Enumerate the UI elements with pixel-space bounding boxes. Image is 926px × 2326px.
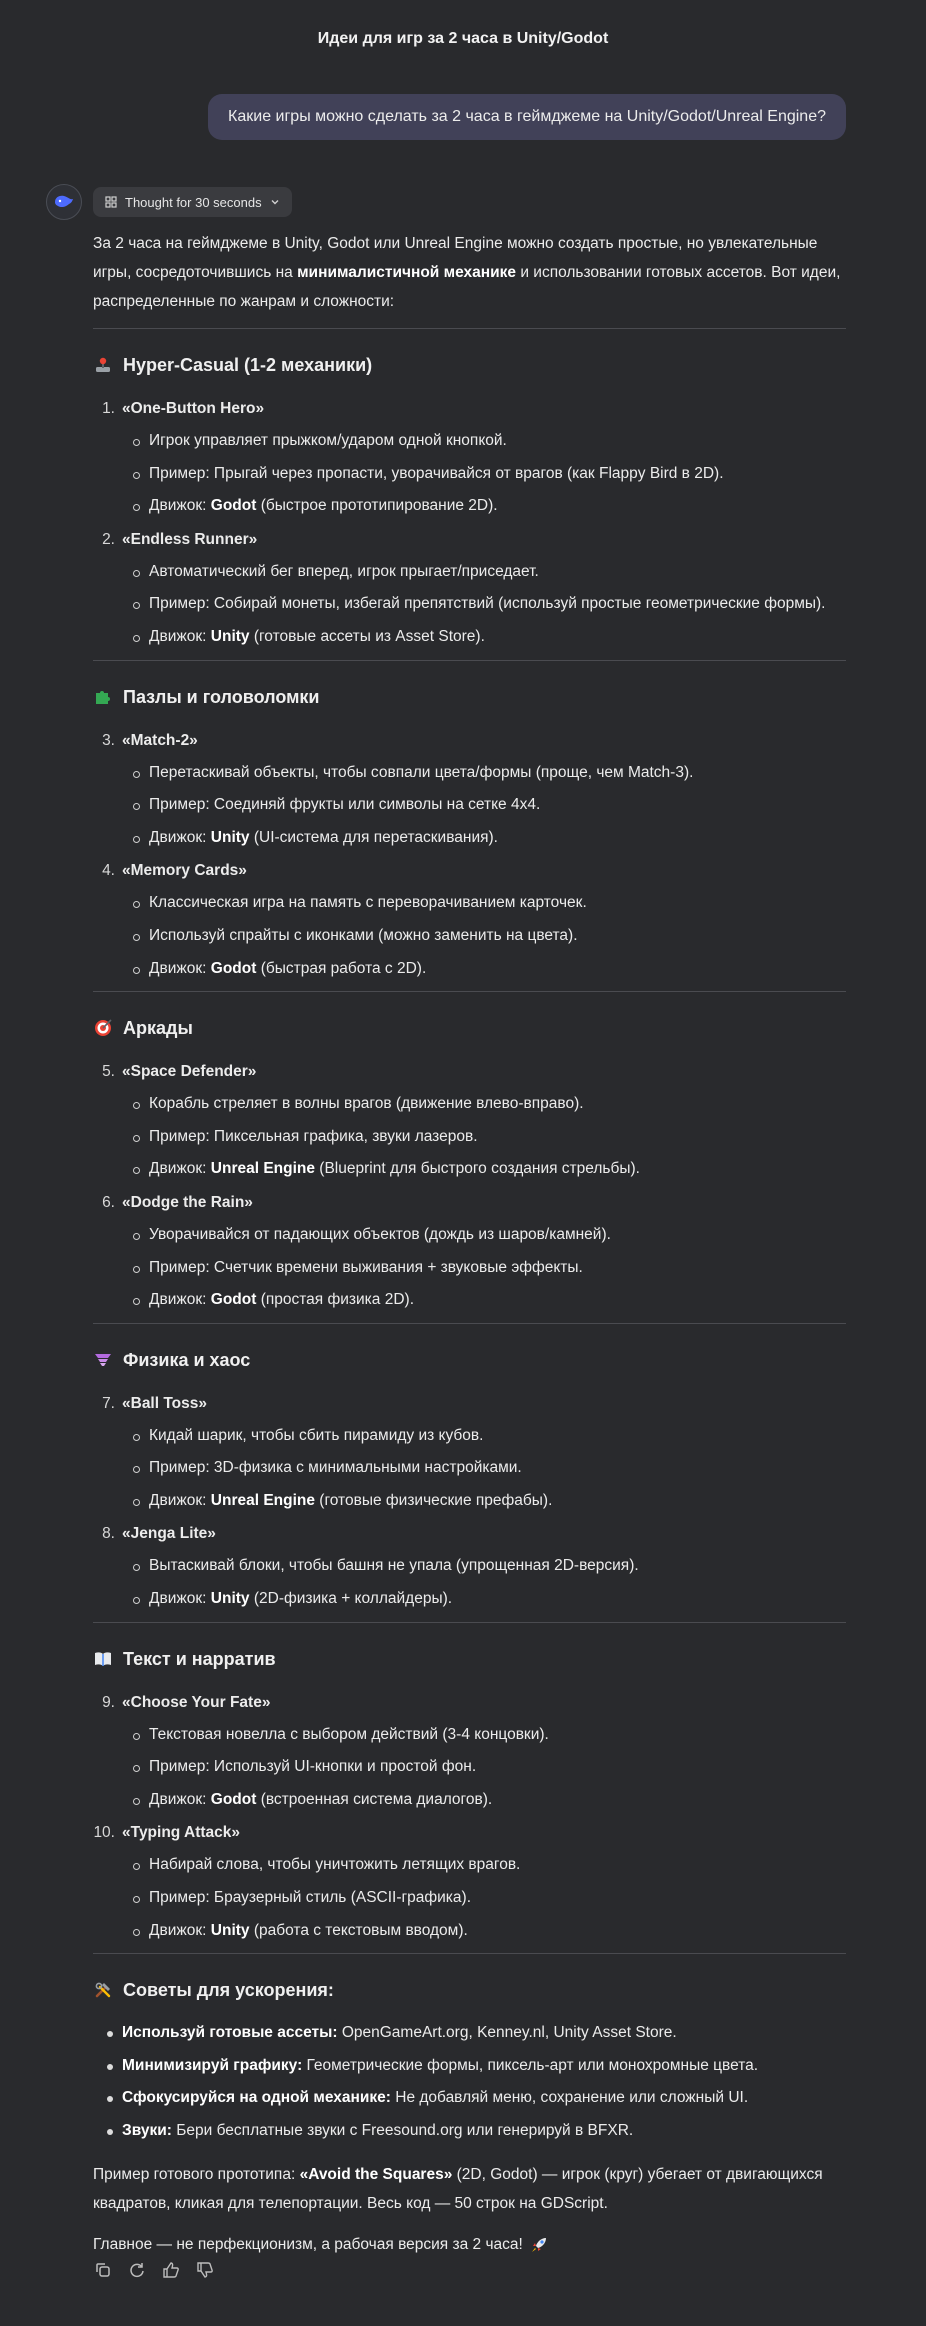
chat-title: Идеи для игр за 2 часа в Unity/Godot bbox=[317, 30, 609, 47]
list-item: Движок: Godot (простая физика 2D). bbox=[93, 1284, 846, 1317]
item-number: 8. bbox=[102, 1525, 115, 1543]
item-title: «Jenga Lite» bbox=[122, 1525, 216, 1543]
item-title: «Memory Cards» bbox=[122, 862, 247, 880]
list-item: Пример: 3D-физика с минимальными настройками. bbox=[93, 1452, 846, 1485]
item-title: «One-Button Hero» bbox=[122, 400, 265, 417]
list-item: Пример: Используй UI-кнопки и простой фон. bbox=[93, 1751, 846, 1784]
regenerate-icon[interactable] bbox=[127, 2260, 147, 2280]
list-item: Кидай шарик, чтобы сбить пирамиду из кубов. bbox=[93, 1420, 846, 1453]
brain-icon bbox=[105, 196, 117, 208]
item-number: 2. bbox=[102, 530, 115, 548]
tip-item: Сфокусируйся на одной механике: Не добавляй меню, сохранение или сложный UI. bbox=[93, 2082, 846, 2115]
thumbs-down-icon[interactable] bbox=[195, 2260, 215, 2280]
idea-item bbox=[93, 523, 846, 556]
puzzle-icon bbox=[93, 687, 113, 707]
list-item: Движок: Unity (работа с текстовым вводом). bbox=[93, 1915, 846, 1948]
thought-label: Thought for 30 seconds bbox=[125, 194, 262, 210]
idea-item bbox=[93, 392, 846, 425]
item-title: «Space Defender» bbox=[122, 1063, 257, 1081]
final-paragraph: Главное — не перфекционизм, а рабочая версия за 2 часа! bbox=[93, 2230, 846, 2259]
list-item: Автоматический бег вперед, игрок прыгает/приседает. bbox=[93, 556, 846, 589]
list-item: Классическая игра на память с переворачиванием карточек. bbox=[93, 887, 846, 920]
list-item: Набирай слова, чтобы уничтожить летящих врагов. bbox=[93, 1849, 846, 1882]
tornado-icon bbox=[93, 1350, 113, 1370]
idea-item bbox=[93, 724, 846, 757]
idea-item bbox=[93, 1387, 846, 1420]
section-heading: Аркады bbox=[93, 1012, 846, 1044]
item-title: «Match-2» bbox=[122, 731, 198, 749]
tip-item: Минимизируй графику: Геометрические формы, пиксель-арт или монохромные цвета. bbox=[93, 2050, 846, 2083]
item-number: 7. bbox=[102, 1394, 115, 1412]
thumbs-up-icon[interactable] bbox=[161, 2260, 181, 2280]
item-title: «Choose Your Fate» bbox=[122, 1693, 271, 1711]
item-title: «Endless Runner» bbox=[122, 530, 258, 548]
section-heading: Физика и хаос bbox=[93, 1344, 846, 1376]
list-item: Движок: Unity (UI-система для перетаскивания). bbox=[93, 822, 846, 855]
item-title: «Dodge the Rain» bbox=[122, 1193, 253, 1211]
list-item: Пример: Прыгай через пропасти, уворачивайся от врагов (как Flappy Bird в 2D). bbox=[93, 458, 846, 491]
assistant-message bbox=[93, 229, 846, 2259]
section-heading: Текст и нарратив bbox=[93, 1643, 846, 1675]
thought-toggle[interactable] bbox=[93, 187, 292, 217]
idea-item bbox=[93, 1055, 846, 1088]
item-title: «Ball Toss» bbox=[122, 1394, 208, 1412]
item-number: 4. bbox=[102, 862, 115, 880]
item-number: 6. bbox=[102, 1193, 115, 1211]
list-item: Пример: Соединяй фрукты или символы на сетке 4x4. bbox=[93, 789, 846, 822]
list-item: Движок: Godot (быстрая работа с 2D). bbox=[93, 953, 846, 986]
tips-heading: Советы для ускорения: bbox=[93, 1974, 846, 2006]
tip-item: Используй готовые ассеты: OpenGameArt.org, Kenney.nl, Unity Asset Store. bbox=[93, 2017, 846, 2050]
idea-item bbox=[93, 1517, 846, 1550]
item-number: 9. bbox=[102, 1693, 115, 1711]
joystick-icon bbox=[93, 355, 113, 375]
example-paragraph: Пример готового прототипа: «Avoid the Squares» (2D, Godot) — игрок (круг) убегает от двигающихся квадратов, кликая для телепортации. Весь код — 50 строк на GDScript. bbox=[93, 2165, 823, 2212]
idea-item bbox=[93, 1186, 846, 1219]
item-number: 1. bbox=[102, 400, 115, 417]
list-item: Пример: Счетчик времени выживания + звуковые эффекты. bbox=[93, 1252, 846, 1285]
item-number: 10. bbox=[93, 1824, 115, 1842]
whale-icon bbox=[53, 193, 75, 211]
rocket-icon bbox=[529, 2235, 549, 2255]
divider bbox=[93, 1622, 846, 1623]
tip-item: Звуки: Бери бесплатные звуки с Freesound.org или генерируй в BFXR. bbox=[93, 2115, 846, 2148]
divider bbox=[93, 1953, 846, 1954]
book-icon bbox=[93, 1649, 113, 1669]
user-message: Какие игры можно сделать за 2 часа в геймджеме на Unity/Godot/Unreal Engine? bbox=[208, 94, 846, 140]
list-item: Пример: Браузерный стиль (ASCII-графика). bbox=[93, 1882, 846, 1915]
section-heading: Пазлы и головоломки bbox=[93, 681, 846, 713]
divider bbox=[93, 991, 846, 992]
list-item: Движок: Unreal Engine (готовые физические префабы). bbox=[93, 1485, 846, 1518]
tools-icon bbox=[93, 1980, 113, 2000]
section-heading: Hyper-Casual (1-2 механики) bbox=[93, 349, 846, 381]
idea-item bbox=[93, 1686, 846, 1719]
tips-list bbox=[93, 2017, 846, 2147]
target-icon bbox=[93, 1018, 113, 1038]
list-item: Корабль стреляет в волны врагов (движение влево-вправо). bbox=[93, 1088, 846, 1121]
list-item: Движок: Godot (встроенная система диалогов). bbox=[93, 1784, 846, 1817]
list-item: Вытаскивай блоки, чтобы башня не упала (упрощенная 2D-версия). bbox=[93, 1550, 846, 1583]
intro-paragraph: За 2 часа на геймджеме в Unity, Godot или Unreal Engine можно создать простые, но увлекательные игры, сосредоточившись на минималистичной механике и использовании готовых ассетов. Вот идеи, распределенные по жанрам и сложности: bbox=[93, 235, 841, 310]
chevron-down-icon bbox=[270, 197, 280, 207]
divider bbox=[93, 660, 846, 661]
idea-item bbox=[93, 854, 846, 887]
assistant-avatar bbox=[46, 184, 82, 220]
list-item: Пример: Пиксельная графика, звуки лазеров. bbox=[93, 1121, 846, 1154]
sections bbox=[93, 328, 846, 1953]
list-item: Пример: Собирай монеты, избегай препятствий (используй простые геометрические формы). bbox=[93, 588, 846, 621]
divider bbox=[93, 1323, 846, 1324]
list-item: Движок: Godot (быстрое прототипирование 2D). bbox=[93, 490, 846, 523]
list-item: Уворачивайся от падающих объектов (дождь из шаров/камней). bbox=[93, 1219, 846, 1252]
list-item: Движок: Unity (готовые ассеты из Asset Store). bbox=[93, 621, 846, 654]
list-item: Используй спрайты с иконками (можно заменить на цвета). bbox=[93, 920, 846, 953]
item-number: 5. bbox=[102, 1063, 115, 1081]
list-item: Движок: Unity (2D-физика + коллайдеры). bbox=[93, 1583, 846, 1616]
item-title: «Typing Attack» bbox=[122, 1824, 240, 1842]
list-item: Перетаскивай объекты, чтобы совпали цвета/формы (проще, чем Match-3). bbox=[93, 757, 846, 790]
list-item: Движок: Unreal Engine (Blueprint для быстрого создания стрельбы). bbox=[93, 1153, 846, 1186]
list-item: Игрок управляет прыжком/ударом одной кнопкой. bbox=[93, 425, 846, 458]
copy-icon[interactable] bbox=[93, 2260, 113, 2280]
message-actions bbox=[93, 2260, 215, 2280]
list-item: Текстовая новелла с выбором действий (3-4 концовки). bbox=[93, 1719, 846, 1752]
item-number: 3. bbox=[102, 731, 115, 749]
idea-item bbox=[93, 1816, 846, 1849]
divider bbox=[93, 328, 846, 329]
